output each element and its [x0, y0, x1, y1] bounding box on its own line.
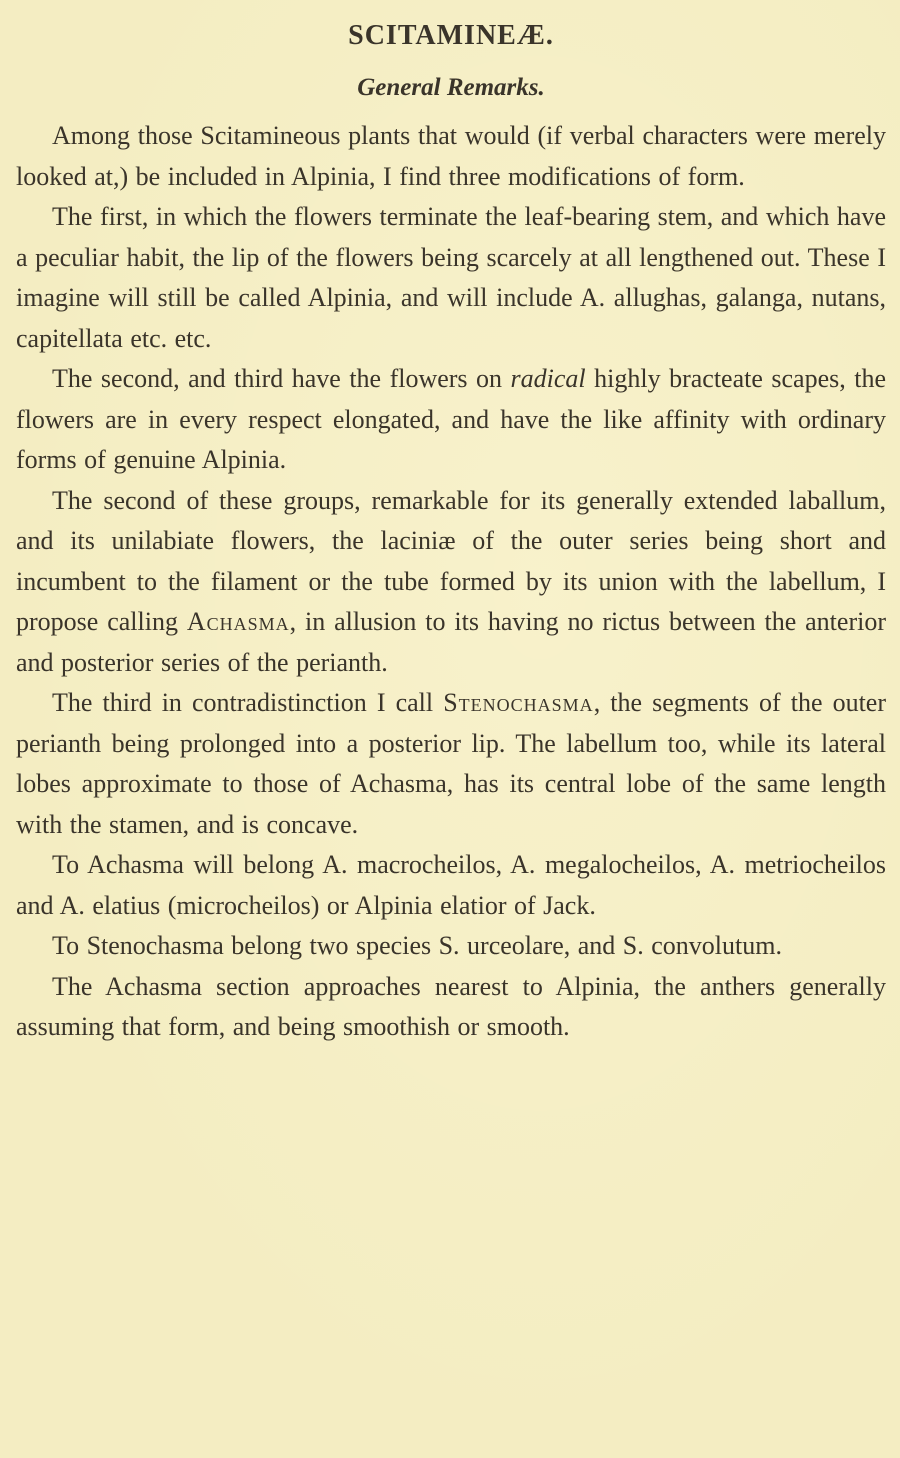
paragraph-5-text-a: The third in contradistinction I call: [52, 688, 444, 717]
paragraph-4-genus-name: Achasma: [186, 607, 290, 636]
paragraph-5-genus-name: Stenochasma: [443, 688, 594, 717]
paragraph-4-text-a: The second of these groups, remarkable for its generally extended laballum, and its unilabiate flowers, the laciniæ of the outer series being short and incumbent to the filament or the tube formed by its union with the labellum, I propose calling: [16, 485, 886, 636]
paragraph-5-text-c: , the segments of the outer perianth being prolonged into a posterior lip. The labellum too, while its lateral lobes approximate to those of Achasma, has its central lobe of the same length with the stamen, and is concave.: [16, 688, 886, 839]
paragraph-6: To Achasma will belong A. macrocheilos, A. megalocheilos, A. metriocheilos and A. elatius (microcheilos) or Alpinia elatior of Jack.: [16, 850, 886, 920]
paragraph-4-text-c: , in allusion to its having no rictus between the anterior and posterior series of the perianth.: [16, 607, 886, 677]
paragraph-3: [16, 359, 886, 481]
paragraph-5: [16, 683, 886, 845]
paragraph-3-text-a: The second, and third have the flowers on: [52, 364, 511, 393]
paragraph-7: To Stenochasma belong two species S. urceolare, and S. convolutum.: [52, 931, 782, 960]
page-title: SCITAMINEÆ.: [348, 20, 554, 51]
paragraph-2: The first, in which the flowers terminate the leaf-bearing stem, and which have a peculiar habit, the lip of the flowers being scarcely at all lengthened out. These I imagine will still be called Alpinia, and will include A. allughas, galanga, nutans, capitellata etc. etc.: [16, 202, 886, 353]
paragraph-3-italic-term: radical: [510, 364, 586, 393]
paragraph-3-text-c: highly bracteate scapes, the flowers are in every respect elongated, and have the like affinity with ordinary forms of genuine Alpinia.: [16, 364, 887, 474]
paragraph-8: The Achasma section approaches nearest to Alpinia, the anthers generally assuming that form, and being smoothish or smooth.: [16, 971, 886, 1041]
paragraph-4: [16, 481, 886, 684]
section-subtitle: General Remarks.: [357, 74, 545, 101]
paragraph-1: Among those Scitamineous plants that would (if verbal characters were merely looked at,) be included in Alpinia, I find three modifications of form.: [16, 121, 886, 191]
